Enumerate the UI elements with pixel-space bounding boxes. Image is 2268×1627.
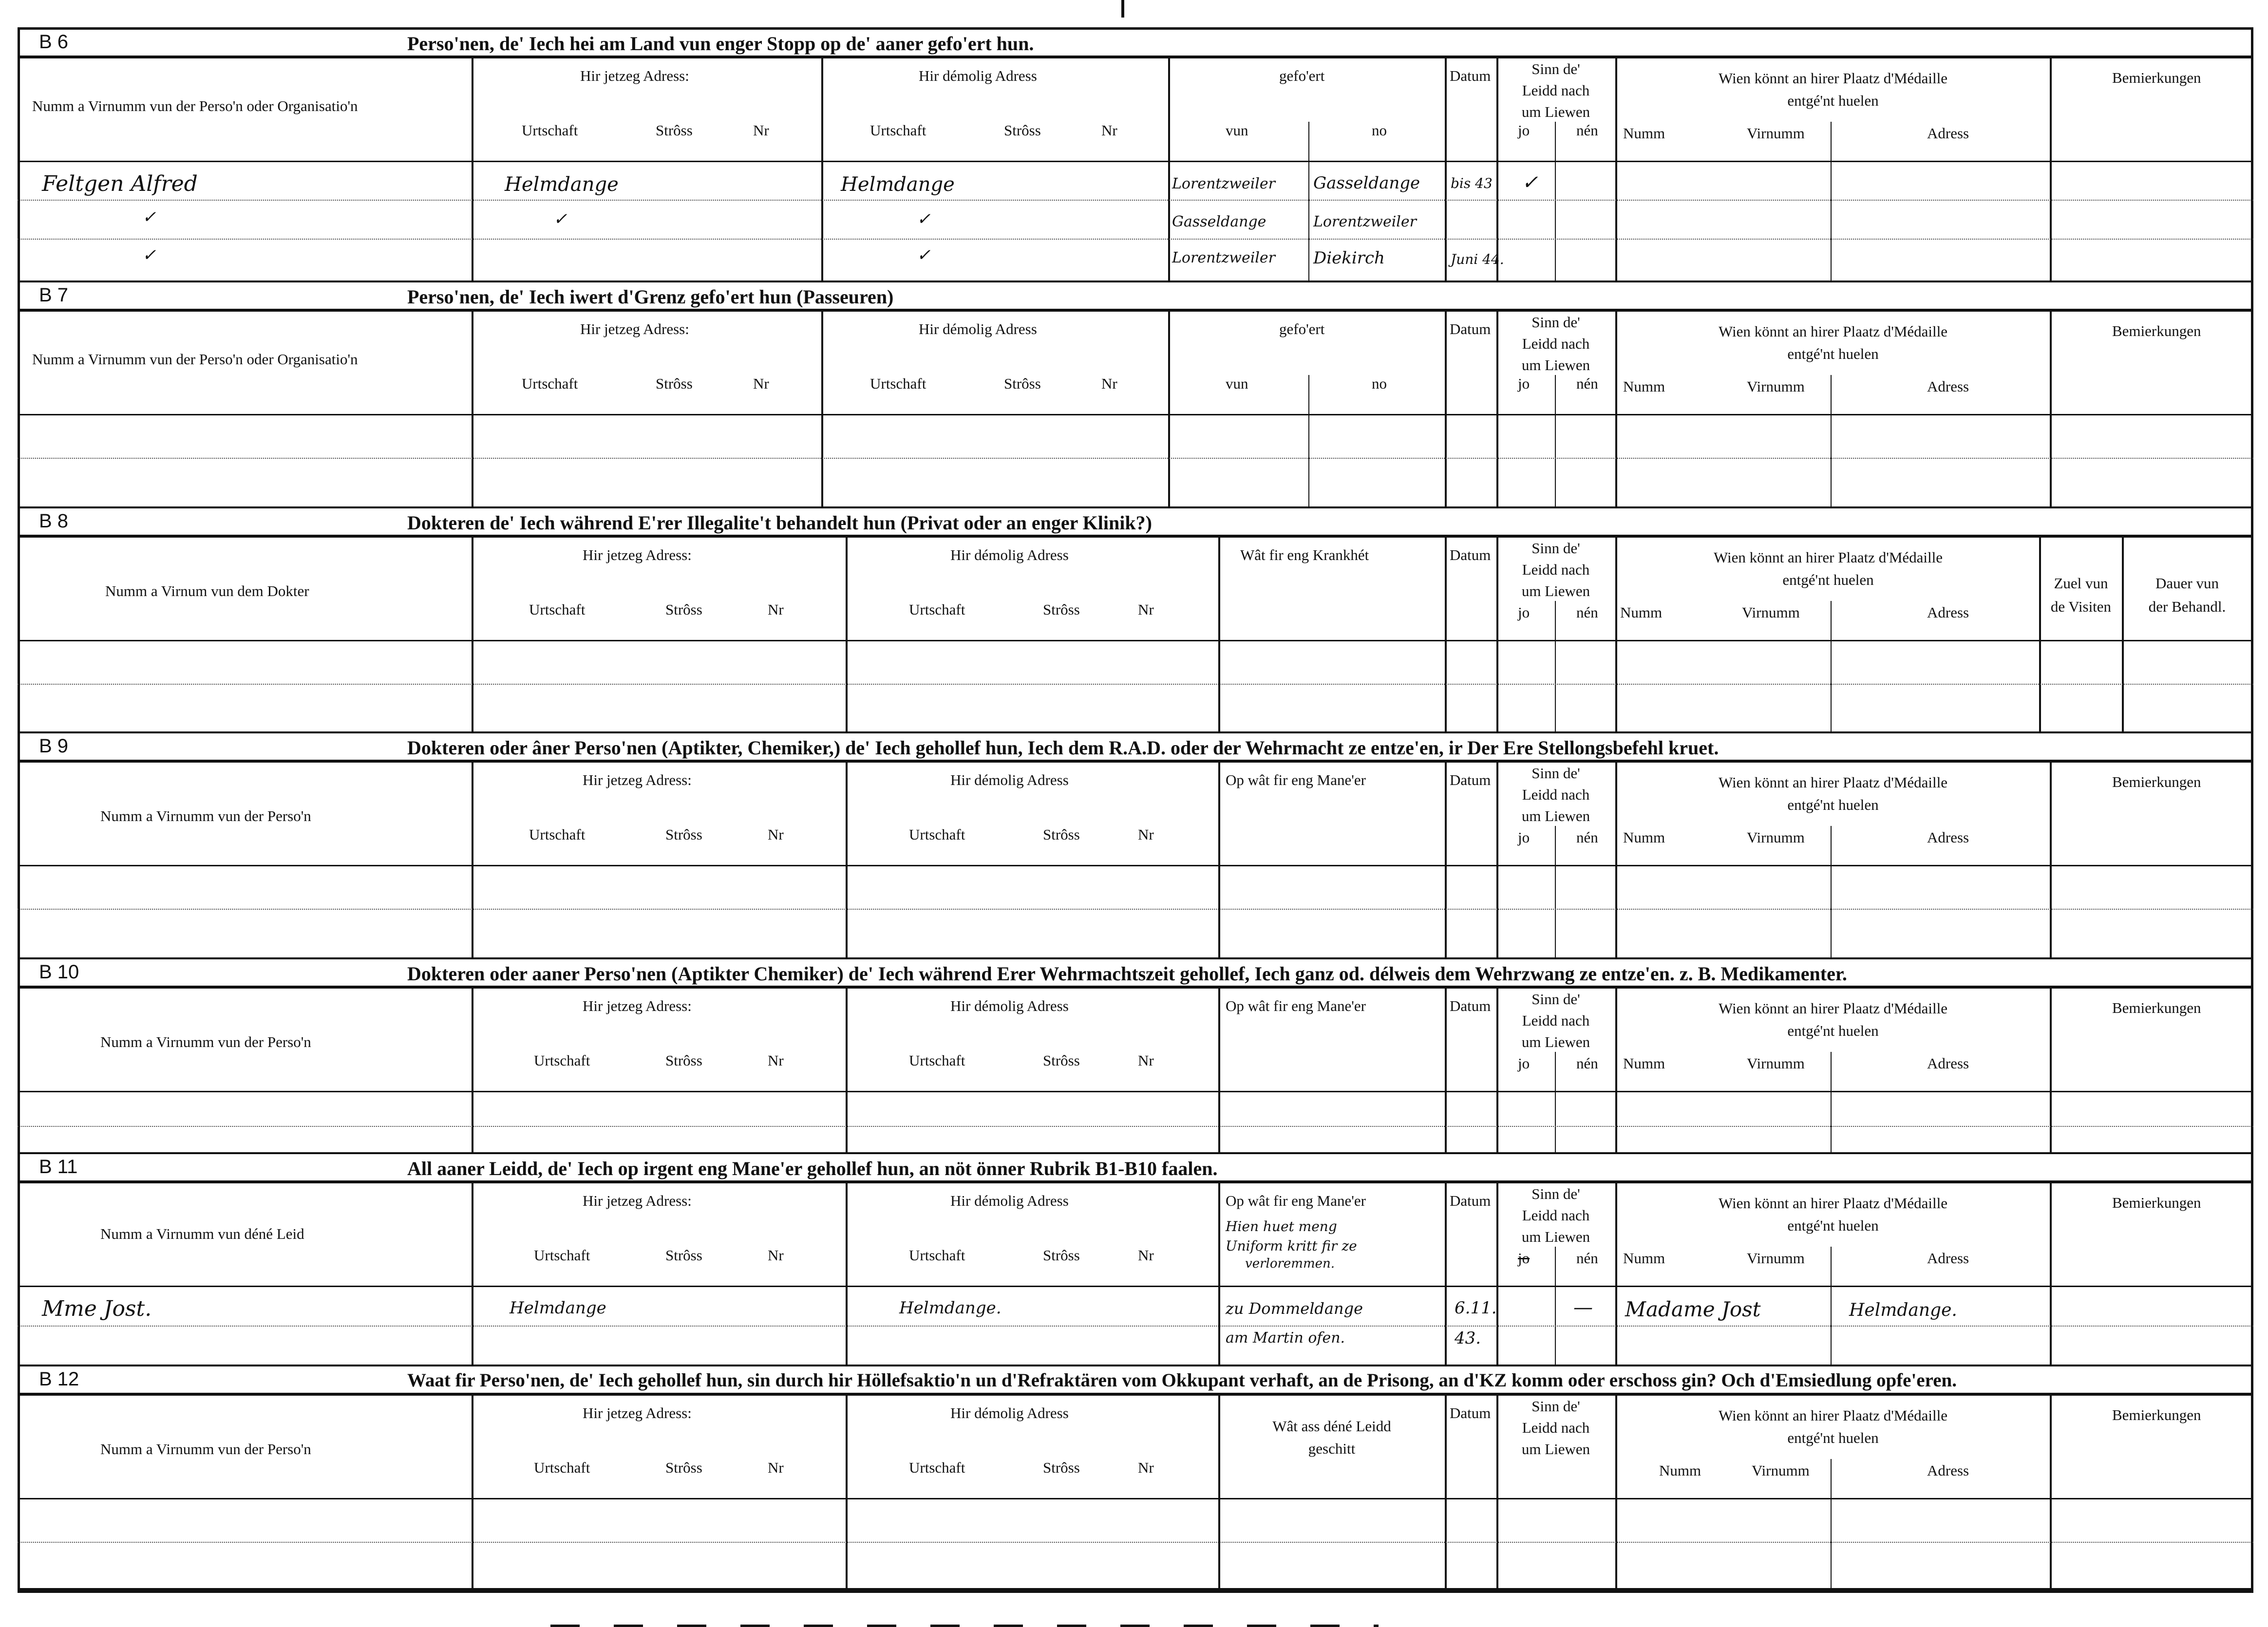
geschitt-line: geschitt bbox=[1308, 1440, 1356, 1457]
urtschaft-label: Urtschaft bbox=[870, 122, 926, 139]
nen-label: nén bbox=[1576, 1055, 1598, 1072]
wien-line: entgé'nt huelen bbox=[1787, 92, 1879, 109]
wien-line: Wien könnt an hirer Plaatz d'Médaille bbox=[1718, 1000, 1948, 1017]
section-b11 bbox=[18, 1152, 2253, 1366]
datum-header: Datum bbox=[1450, 1404, 1491, 1421]
demolig-adress-header: Hir démolig Adress bbox=[919, 320, 1037, 337]
wien-line: entgé'nt huelen bbox=[1782, 571, 1874, 588]
stross-label: Strôss bbox=[656, 375, 693, 392]
wien-header bbox=[1617, 1404, 2049, 1449]
wien-line: Wien könnt an hirer Plaatz d'Médaille bbox=[1718, 70, 1948, 87]
sinn-header bbox=[1498, 538, 1613, 602]
handwritten-datum: 43. bbox=[1455, 1328, 1481, 1348]
stross-label: Strôss bbox=[1004, 122, 1041, 139]
demolig-adress-header: Hir démolig Adress bbox=[950, 1192, 1069, 1209]
sinn-line: Leidd nach bbox=[1522, 1207, 1590, 1224]
section-title: Dokteren de' Iech während E'rer Illegalite't behandelt hun (Privat oder an enger Klinik?) bbox=[407, 512, 1152, 534]
jo-label: jo bbox=[1518, 604, 1530, 621]
sinn-line: um Liewen bbox=[1521, 1440, 1590, 1458]
wien-header bbox=[1617, 1192, 2049, 1237]
handwritten-no: Gasseldange bbox=[1313, 173, 1420, 193]
wien-line: entgé'nt huelen bbox=[1787, 1217, 1879, 1234]
wien-line: entgé'nt huelen bbox=[1787, 1429, 1879, 1446]
adress-label: Adress bbox=[1927, 378, 1969, 395]
handwritten-jetzeg: Helmdange bbox=[505, 173, 619, 196]
section-header bbox=[18, 1152, 2253, 1183]
binding-mark bbox=[1121, 0, 1124, 18]
gefoert-header: gefo'ert bbox=[1279, 320, 1325, 337]
stross-label: Strôss bbox=[656, 122, 693, 139]
numm-label: Numm bbox=[1623, 1250, 1665, 1267]
nen-label: nén bbox=[1576, 122, 1598, 139]
sinn-line: Leidd nach bbox=[1522, 1012, 1590, 1029]
wien-line: Wien könnt an hirer Plaatz d'Médaille bbox=[1718, 774, 1948, 791]
sinn-line: Sinn de' bbox=[1531, 1398, 1580, 1415]
demolig-adress-header: Hir démolig Adress bbox=[919, 67, 1037, 84]
datum-header: Datum bbox=[1450, 67, 1491, 84]
sinn-line: Sinn de' bbox=[1531, 991, 1580, 1008]
section-title: Dokteren oder aaner Perso'nen (Aptikter Chemiker) de' Iech während Erer Wehrmachtszeit gehollef, Iech ganz od. délweis dem Wehrzwang ze entze'en. z. B. Medikamenter. bbox=[407, 963, 1847, 985]
demolig-adress-header: Hir démolig Adress bbox=[950, 771, 1069, 788]
numm-label: Numm bbox=[1623, 829, 1665, 846]
geschitt-line: Wât ass déné Leidd bbox=[1272, 1418, 1391, 1435]
section-code: B 7 bbox=[39, 284, 69, 306]
section-header bbox=[18, 27, 2253, 58]
handwritten-jo: ✓ bbox=[1522, 171, 1538, 194]
name-column-header: Numm a Virnumm vun der Perso'n bbox=[100, 1033, 311, 1050]
numm-label: Numm bbox=[1623, 378, 1665, 395]
maner-header: Op wât fir eng Mane'er bbox=[1226, 997, 1366, 1014]
section-b10 bbox=[18, 957, 2253, 1154]
section-title: All aaner Leidd, de' Iech op irgent eng Mane'er gehollef hun, an nöt önner Rubrik B1-B10 faalen. bbox=[407, 1158, 1218, 1179]
handwritten-maner: Hien huet meng bbox=[1226, 1218, 1337, 1234]
stross-label: Strôss bbox=[1043, 1052, 1080, 1069]
stross-label: Strôss bbox=[1043, 826, 1080, 843]
adress-label: Adress bbox=[1927, 604, 1969, 621]
nr-label: Nr bbox=[1138, 1247, 1154, 1264]
bemierkungen-header: Bemierkungen bbox=[2112, 1406, 2201, 1423]
gefoert-header: gefo'ert bbox=[1279, 67, 1325, 84]
datum-header: Datum bbox=[1450, 1192, 1491, 1209]
handwritten-maner: verloremmen. bbox=[1245, 1256, 1335, 1271]
section-b7 bbox=[18, 281, 2253, 508]
sinn-header bbox=[1498, 1183, 1613, 1248]
wien-line: Wien könnt an hirer Plaatz d'Médaille bbox=[1718, 1407, 1948, 1424]
section-table bbox=[18, 536, 2253, 733]
section-title: Dokteren oder âner Perso'nen (Aptikter, Chemiker,) de' Iech gehollef hun, Iech dem R.A.D. oder der Wehrmacht ze entze'en, ir Der Ere Stellongsbefehl kruet. bbox=[407, 737, 1719, 759]
nr-label: Nr bbox=[1101, 375, 1117, 392]
wien-header bbox=[1617, 546, 2039, 591]
adress-label: Adress bbox=[1927, 125, 1969, 142]
virnumm-label: Virnumm bbox=[1752, 1462, 1810, 1479]
numm-label: Numm bbox=[1659, 1462, 1701, 1479]
ditto-mark: ✓ bbox=[917, 209, 931, 229]
name-column-header: Numm a Virnum vun dem Dokter bbox=[105, 582, 309, 599]
section-b6 bbox=[18, 27, 2253, 282]
nen-label: nén bbox=[1576, 829, 1598, 846]
stross-label: Strôss bbox=[665, 1052, 702, 1069]
urtschaft-label: Urtschaft bbox=[909, 826, 965, 843]
stross-label: Strôss bbox=[665, 1247, 702, 1264]
urtschaft-label: Urtschaft bbox=[534, 1459, 590, 1476]
handwritten-no: Lorentzweiler bbox=[1313, 213, 1417, 230]
wien-line: Wien könnt an hirer Plaatz d'Médaille bbox=[1713, 549, 1943, 566]
wien-header bbox=[1617, 320, 2049, 365]
nr-label: Nr bbox=[768, 1247, 784, 1264]
urtschaft-label: Urtschaft bbox=[529, 826, 586, 843]
bottom-perforation bbox=[550, 1625, 1379, 1627]
name-column-header: Numm a Virnumm vun der Perso'n bbox=[100, 807, 311, 824]
nen-label: nén bbox=[1576, 375, 1598, 392]
maner-header: Op wât fir eng Mane'er bbox=[1226, 771, 1366, 788]
urtschaft-label: Urtschaft bbox=[870, 375, 926, 392]
name-column-header: Numm a Virnumm vun der Perso'n oder Organisatio'n bbox=[32, 351, 358, 368]
jetzeg-adress-header: Hir jetzeg Adress: bbox=[583, 1404, 692, 1421]
dauer-line: der Behandl. bbox=[2148, 598, 2226, 615]
zuel-line: de Visiten bbox=[2050, 598, 2112, 615]
sinn-line: um Liewen bbox=[1521, 1228, 1590, 1245]
jetzeg-adress-header: Hir jetzeg Adress: bbox=[583, 997, 692, 1014]
handwritten-vun: Lorentzweiler bbox=[1172, 175, 1275, 192]
demolig-adress-header: Hir démolig Adress bbox=[950, 997, 1069, 1014]
section-code: B 8 bbox=[39, 510, 69, 532]
urtschaft-label: Urtschaft bbox=[909, 1247, 965, 1264]
sinn-header bbox=[1498, 58, 1613, 123]
urtschaft-label: Urtschaft bbox=[529, 601, 586, 618]
section-code: B 9 bbox=[39, 735, 69, 757]
vun-label: vun bbox=[1226, 122, 1248, 139]
handwritten-vun: Lorentzweiler bbox=[1172, 249, 1275, 266]
section-code: B 12 bbox=[39, 1368, 79, 1390]
stross-label: Strôss bbox=[665, 1459, 702, 1476]
sinn-line: Leidd nach bbox=[1522, 786, 1590, 803]
stross-label: Strôss bbox=[665, 826, 702, 843]
virnumm-label: Virnumm bbox=[1747, 378, 1805, 395]
maner-header: Op wât fir eng Mane'er bbox=[1226, 1192, 1366, 1209]
nr-label: Nr bbox=[768, 1052, 784, 1069]
bemierkungen-header: Bemierkungen bbox=[2112, 773, 2201, 790]
zuel-header bbox=[2041, 572, 2121, 618]
virnumm-label: Virnumm bbox=[1747, 1250, 1805, 1267]
nen-label: nén bbox=[1576, 1250, 1598, 1267]
stross-label: Strôss bbox=[665, 601, 702, 618]
urtschaft-label: Urtschaft bbox=[909, 1459, 965, 1476]
section-header bbox=[18, 281, 2253, 312]
adress-label: Adress bbox=[1927, 829, 1969, 846]
section-header bbox=[18, 506, 2253, 538]
nr-label: Nr bbox=[1101, 122, 1117, 139]
handwritten-wien-name: Madame Jost bbox=[1625, 1297, 1761, 1321]
datum-header: Datum bbox=[1450, 997, 1491, 1014]
wien-line: Wien könnt an hirer Plaatz d'Médaille bbox=[1718, 1195, 1948, 1212]
adress-label: Adress bbox=[1927, 1055, 1969, 1072]
jo-label: jo bbox=[1518, 375, 1530, 392]
adress-label: Adress bbox=[1927, 1462, 1969, 1479]
bemierkungen-header: Bemierkungen bbox=[2112, 69, 2201, 86]
section-code: B 11 bbox=[39, 1156, 78, 1178]
handwritten-no: Diekirch bbox=[1313, 248, 1385, 268]
handwritten-datum: Juni 44. bbox=[1451, 251, 1504, 267]
nr-label: Nr bbox=[768, 1459, 784, 1476]
ditto-mark: ✓ bbox=[917, 245, 931, 265]
urtschaft-label: Urtschaft bbox=[522, 122, 578, 139]
ditto-mark: ✓ bbox=[142, 207, 156, 227]
virnumm-label: Virnumm bbox=[1742, 604, 1800, 621]
stross-label: Strôss bbox=[1004, 375, 1041, 392]
urtschaft-label: Urtschaft bbox=[909, 1052, 965, 1069]
geschitt-header bbox=[1221, 1415, 1443, 1460]
jo-label: jo bbox=[1518, 829, 1530, 846]
section-b8 bbox=[18, 506, 2253, 733]
sinn-line: Sinn de' bbox=[1531, 314, 1580, 331]
section-table bbox=[18, 1394, 2253, 1593]
handwritten-datum: 6.11. bbox=[1455, 1298, 1497, 1318]
section-title: Perso'nen, de' Iech iwert d'Grenz gefo'ert hun (Passeuren) bbox=[407, 286, 894, 308]
sinn-line: Leidd nach bbox=[1522, 82, 1590, 99]
handwritten-demolig: Helmdange. bbox=[899, 1298, 1002, 1318]
nr-label: Nr bbox=[753, 375, 769, 392]
bemierkungen-header: Bemierkungen bbox=[2112, 322, 2201, 339]
demolig-adress-header: Hir démolig Adress bbox=[950, 1404, 1069, 1421]
handwritten-maner: am Martin ofen. bbox=[1226, 1329, 1345, 1346]
name-column-header: Numm a Virnumm vun der Perso'n bbox=[100, 1440, 311, 1458]
section-title: Perso'nen, de' Iech hei am Land vun enger Stopp op de' aaner gefo'ert hun. bbox=[407, 33, 1034, 55]
bemierkungen-header: Bemierkungen bbox=[2112, 1194, 2201, 1211]
urtschaft-label: Urtschaft bbox=[534, 1247, 590, 1264]
jo-label-struck: jo bbox=[1518, 1250, 1530, 1267]
jetzeg-adress-header: Hir jetzeg Adress: bbox=[580, 67, 689, 84]
sinn-line: Leidd nach bbox=[1522, 1419, 1590, 1436]
sinn-header bbox=[1498, 763, 1613, 827]
ditto-mark: ✓ bbox=[142, 245, 156, 265]
section-code: B 10 bbox=[39, 961, 79, 983]
stross-label: Strôss bbox=[1043, 1247, 1080, 1264]
section-title: Waat fir Perso'nen, de' Iech gehollef hun, sin durch hir Höllefsaktio'n un d'Refraktären vom Okkupant verhaft, an de Prisong, an d'KZ komm oder erschoss gin? Och d'Emsiedlung opfe'eren. bbox=[407, 1370, 1957, 1391]
sinn-line: Sinn de' bbox=[1531, 1185, 1580, 1202]
sinn-line: um Liewen bbox=[1521, 582, 1590, 599]
demolig-adress-header: Hir démolig Adress bbox=[950, 546, 1069, 563]
jo-label: jo bbox=[1518, 1055, 1530, 1072]
handwritten-demolig: Helmdange bbox=[841, 173, 955, 196]
krankhet-header: Wât fir eng Krankhét bbox=[1240, 546, 1369, 563]
wien-header bbox=[1617, 997, 2049, 1042]
jo-label: jo bbox=[1518, 122, 1530, 139]
sinn-line: Sinn de' bbox=[1531, 60, 1580, 77]
numm-label: Numm bbox=[1623, 1055, 1665, 1072]
sinn-line: Leidd nach bbox=[1522, 335, 1590, 352]
nr-label: Nr bbox=[1138, 1052, 1154, 1069]
jetzeg-adress-header: Hir jetzeg Adress: bbox=[583, 546, 692, 563]
virnumm-label: Virnumm bbox=[1747, 125, 1805, 142]
urtschaft-label: Urtschaft bbox=[909, 601, 965, 618]
section-table bbox=[18, 761, 2253, 959]
virnumm-label: Virnumm bbox=[1747, 829, 1805, 846]
section-table bbox=[18, 310, 2253, 508]
sinn-line: Leidd nach bbox=[1522, 561, 1590, 578]
nen-label: nén bbox=[1576, 604, 1598, 621]
numm-label: Numm bbox=[1620, 604, 1663, 621]
wien-line: Wien könnt an hirer Plaatz d'Médaille bbox=[1718, 323, 1948, 340]
handwritten-wien-adress: Helmdange. bbox=[1849, 1300, 1957, 1320]
handwritten-maner: zu Dommeldange bbox=[1226, 1299, 1363, 1318]
datum-header: Datum bbox=[1450, 771, 1491, 788]
handwritten-maner: Uniform kritt fir ze bbox=[1226, 1238, 1357, 1254]
ditto-mark: ✓ bbox=[553, 209, 567, 229]
sinn-line: Sinn de' bbox=[1531, 765, 1580, 782]
nr-label: Nr bbox=[1138, 826, 1154, 843]
urtschaft-label: Urtschaft bbox=[522, 375, 578, 392]
sinn-header bbox=[1498, 989, 1613, 1053]
handwritten-name: Feltgen Alfred bbox=[42, 171, 198, 196]
wien-line: entgé'nt huelen bbox=[1787, 1022, 1879, 1039]
urtschaft-label: Urtschaft bbox=[534, 1052, 590, 1069]
sinn-line: um Liewen bbox=[1521, 356, 1590, 374]
bemierkungen-header: Bemierkungen bbox=[2112, 999, 2201, 1016]
datum-header: Datum bbox=[1450, 546, 1491, 563]
no-label: no bbox=[1372, 122, 1387, 139]
jetzeg-adress-header: Hir jetzeg Adress: bbox=[583, 1192, 692, 1209]
name-column-header: Numm a Virnumm vun der Perso'n oder Organisatio'n bbox=[32, 97, 358, 114]
nr-label: Nr bbox=[1138, 601, 1154, 618]
sinn-header bbox=[1498, 312, 1613, 376]
nr-label: Nr bbox=[768, 826, 784, 843]
sinn-line: um Liewen bbox=[1521, 1033, 1590, 1050]
section-table bbox=[18, 1181, 2253, 1366]
sinn-line: Sinn de' bbox=[1531, 540, 1580, 557]
jetzeg-adress-header: Hir jetzeg Adress: bbox=[583, 771, 692, 788]
sinn-line: um Liewen bbox=[1521, 807, 1590, 824]
section-table bbox=[18, 987, 2253, 1154]
wien-header bbox=[1617, 67, 2049, 112]
name-column-header: Numm a Virnumm vun déné Leid bbox=[100, 1225, 304, 1242]
nr-label: Nr bbox=[768, 601, 784, 618]
sinn-line: um Liewen bbox=[1521, 103, 1590, 120]
adress-label: Adress bbox=[1927, 1250, 1969, 1267]
sinn-header bbox=[1498, 1396, 1613, 1460]
jetzeg-adress-header: Hir jetzeg Adress: bbox=[580, 320, 689, 337]
wien-header bbox=[1617, 771, 2049, 816]
vun-label: vun bbox=[1226, 375, 1248, 392]
nr-label: Nr bbox=[1138, 1459, 1154, 1476]
section-header bbox=[18, 957, 2253, 989]
numm-label: Numm bbox=[1623, 125, 1665, 142]
section-header bbox=[18, 731, 2253, 763]
zuel-line: Zuel vun bbox=[2054, 575, 2108, 592]
handwritten-nen: — bbox=[1573, 1296, 1593, 1319]
virnumm-label: Virnumm bbox=[1747, 1055, 1805, 1072]
handwritten-name: Mme Jost. bbox=[42, 1296, 152, 1321]
datum-header: Datum bbox=[1450, 320, 1491, 337]
dauer-header bbox=[2124, 572, 2250, 618]
stross-label: Strôss bbox=[1043, 601, 1080, 618]
wien-line: entgé'nt huelen bbox=[1787, 796, 1879, 813]
nr-label: Nr bbox=[753, 122, 769, 139]
handwritten-jetzeg: Helmdange bbox=[510, 1298, 606, 1318]
section-code: B 6 bbox=[39, 31, 69, 53]
handwritten-vun: Gasseldange bbox=[1172, 213, 1266, 230]
section-header bbox=[18, 1365, 2253, 1396]
stross-label: Strôss bbox=[1043, 1459, 1080, 1476]
section-table bbox=[18, 56, 2253, 282]
dauer-line: Dauer vun bbox=[2155, 575, 2219, 592]
no-label: no bbox=[1372, 375, 1387, 392]
wien-line: entgé'nt huelen bbox=[1787, 345, 1879, 362]
handwritten-datum: bis 43 bbox=[1451, 175, 1493, 191]
section-b9 bbox=[18, 731, 2253, 959]
section-b12 bbox=[18, 1365, 2253, 1590]
